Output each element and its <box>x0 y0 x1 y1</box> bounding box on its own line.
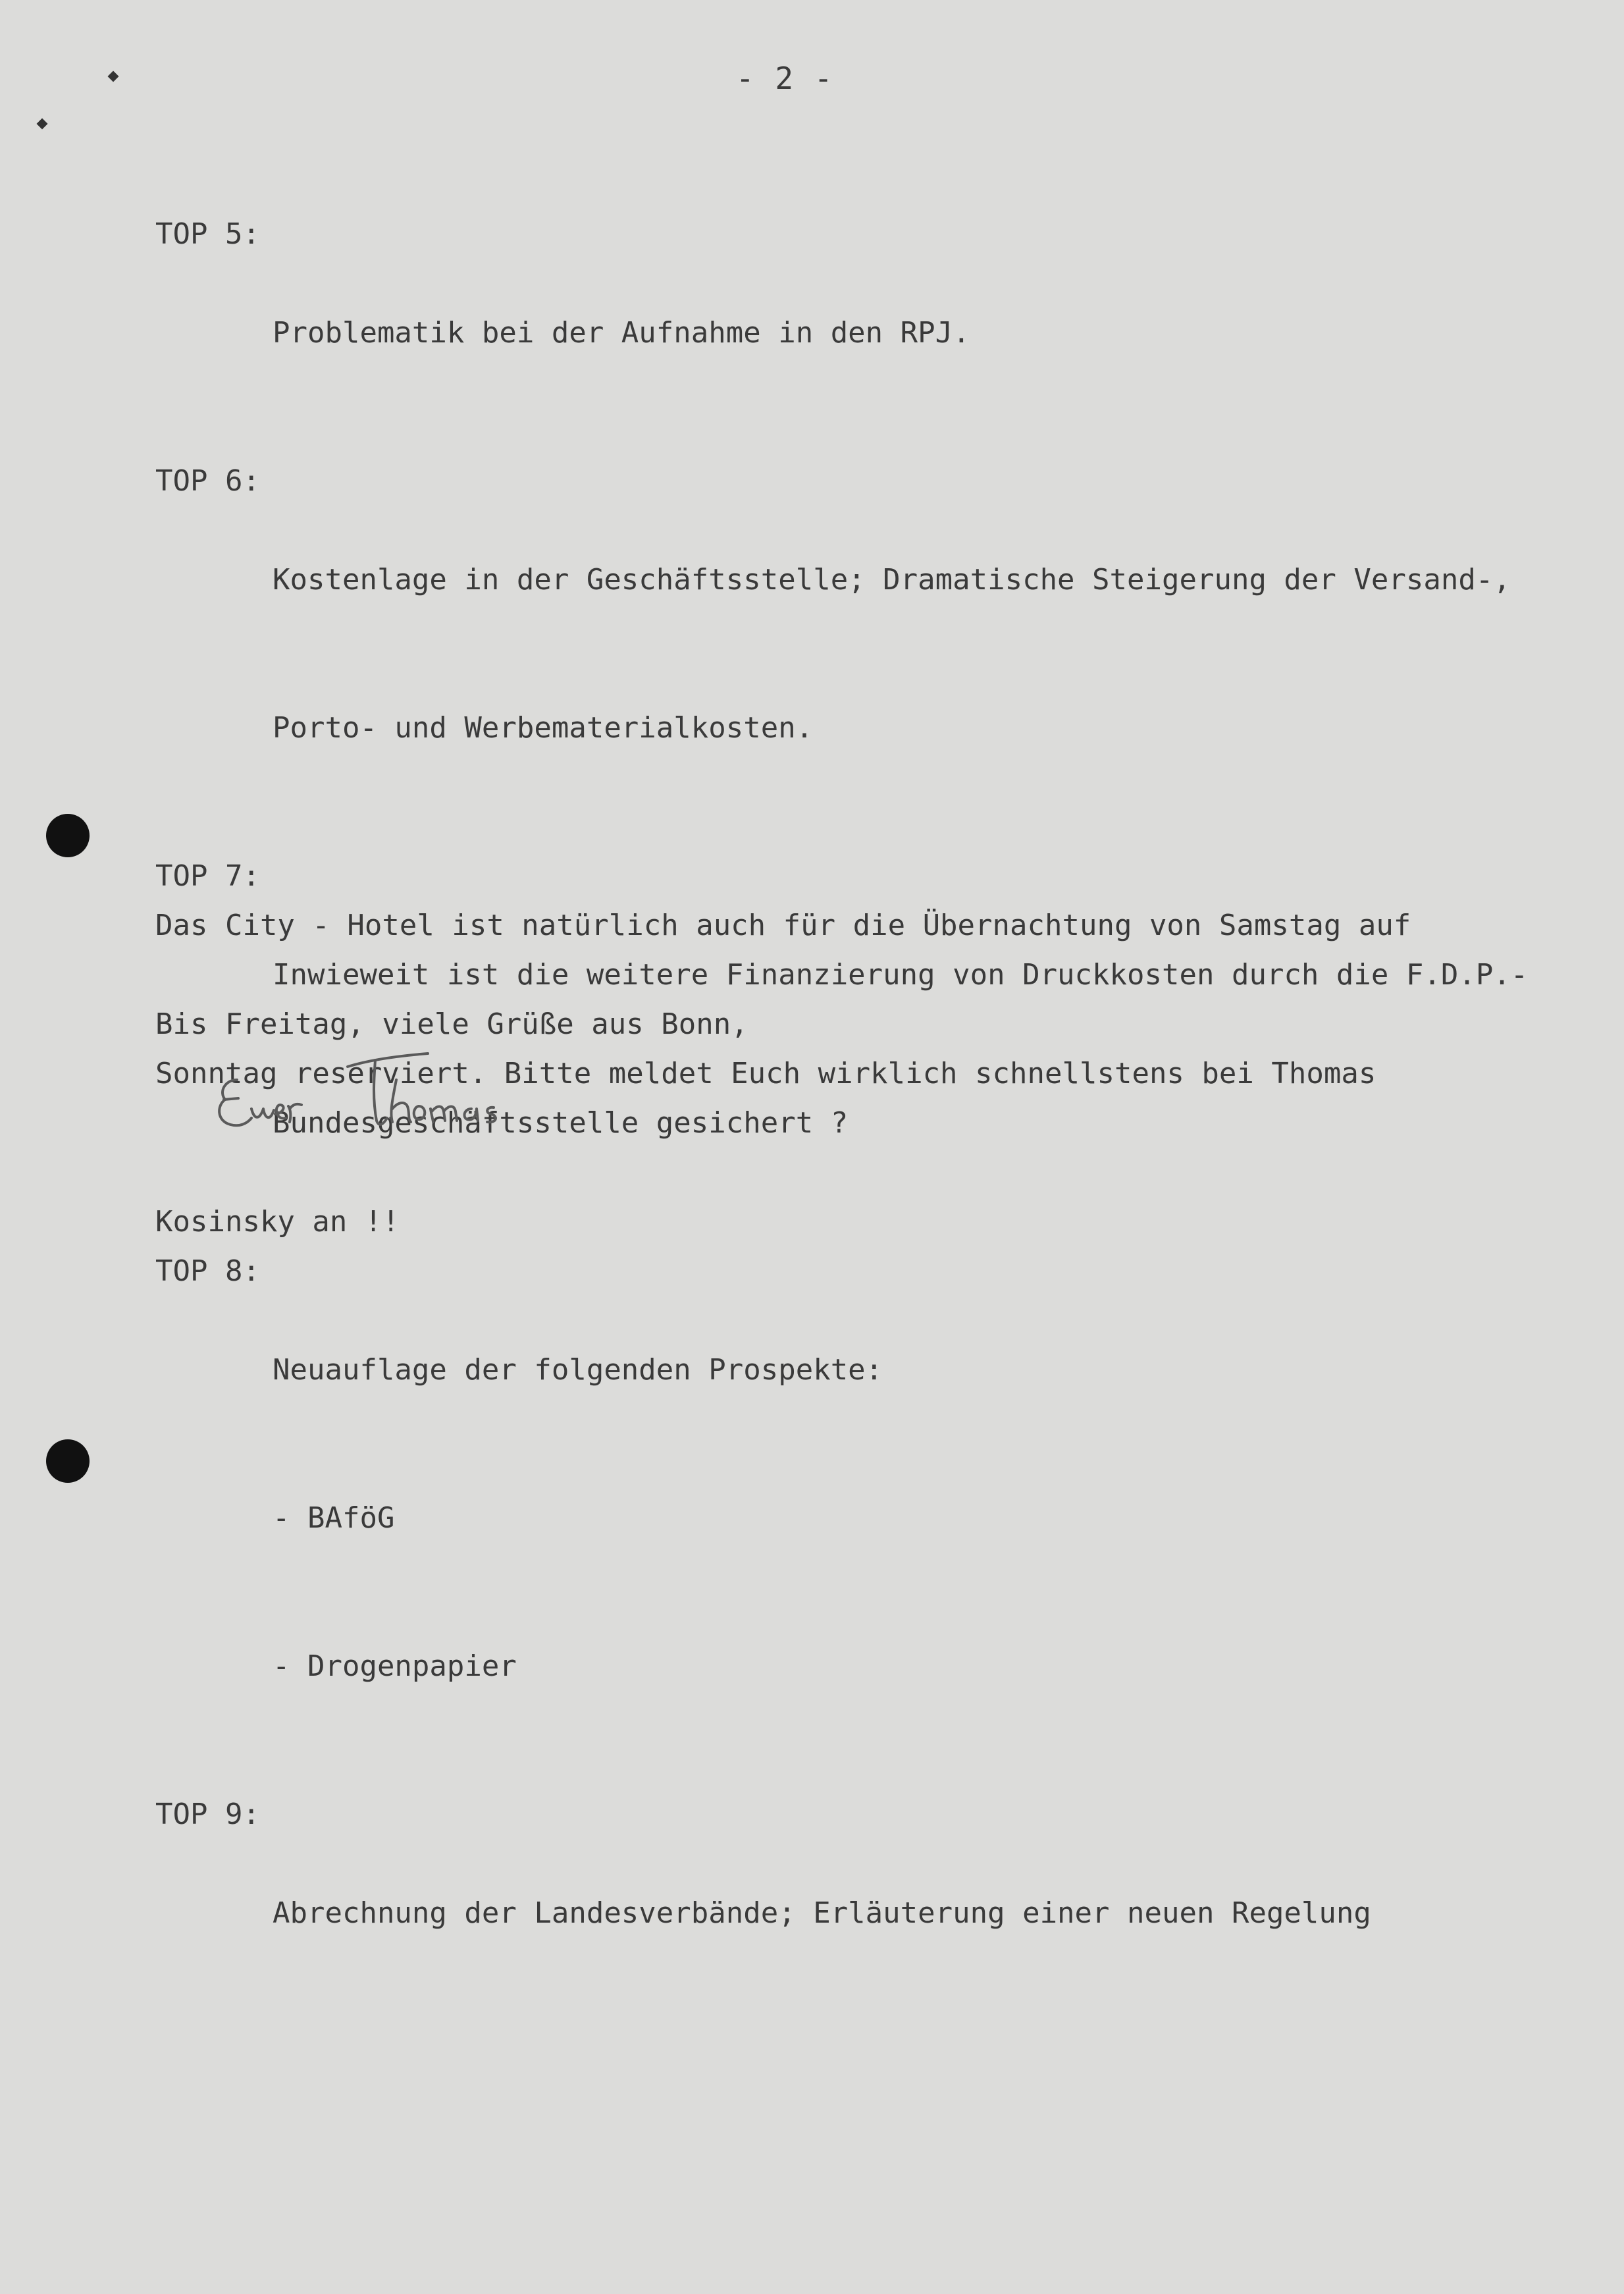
agenda-line: Abrechnung der Landesverbände; Erläuterung einer neuen Regelung <box>273 1896 1371 1930</box>
page-number: - 2 - <box>736 61 834 96</box>
paper-speck <box>37 119 48 130</box>
closing-line: Bis Freitag, viele Grüße aus Bonn, <box>155 1007 748 1041</box>
agenda-item-top5 <box>155 209 1528 456</box>
agenda-line: Inwieweit ist die weitere Finanzierung von Druckkosten durch die F.D.P.- <box>273 958 1529 992</box>
agenda-line: Bundesgeschäftsstelle gesichert ? <box>273 1106 849 1140</box>
agenda-bullet: - Drogenpapier <box>273 1649 517 1683</box>
agenda-label: TOP 8: <box>155 1254 260 1288</box>
paragraph-line: Kosinsky an !! <box>155 1205 400 1239</box>
punch-hole <box>46 1439 90 1483</box>
handwritten-signature <box>211 1040 606 1146</box>
agenda-item-top9 <box>155 1790 1528 2037</box>
paper-speck <box>108 71 119 82</box>
agenda-label: TOP 5: <box>155 217 260 251</box>
agenda-label: TOP 9: <box>155 1798 260 1831</box>
paragraph-line: Das City - Hotel ist natürlich auch für die Übernachtung von Samstag auf <box>155 909 1411 942</box>
agenda-label: TOP 7: <box>155 859 260 893</box>
punch-hole <box>46 814 90 857</box>
agenda-line: Porto- und Werbematerialkosten. <box>273 711 814 745</box>
agenda-item-top6 <box>155 456 1528 851</box>
agenda-bullet: - BAföG <box>273 1501 395 1535</box>
agenda-line: Problematik bei der Aufnahme in den RPJ. <box>273 316 970 350</box>
agenda-label: TOP 6: <box>155 464 260 498</box>
agenda-line: Kostenlage in der Geschäftsstelle; Dramatische Steigerung der Versand-, <box>273 563 1511 597</box>
paragraph-line: Sonntag reserviert. Bitte meldet Euch wirklich schnellstens bei Thomas <box>155 1057 1376 1090</box>
agenda-line: Neuauflage der folgenden Prospekte: <box>273 1353 883 1387</box>
